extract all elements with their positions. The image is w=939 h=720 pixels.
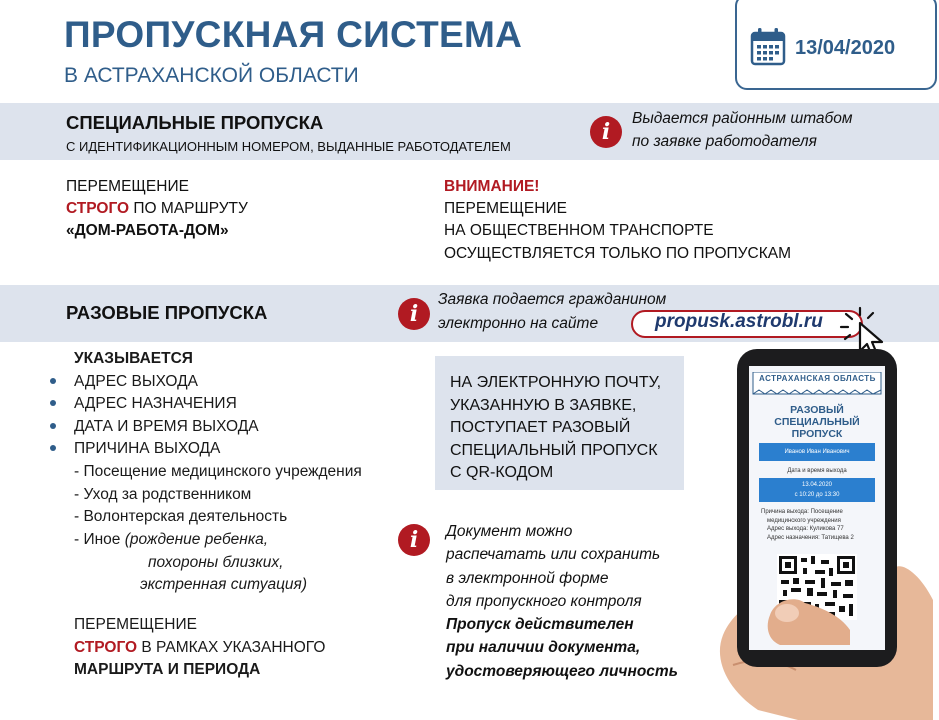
other-line1: (рождение ребенка, [124, 531, 269, 548]
doc-line: Документ можно [446, 523, 573, 540]
page-subtitle: В АСТРАХАНСКОЙ ОБЛАСТИ [64, 64, 359, 87]
reason-item: - Посещение медицинского учреждения [74, 463, 362, 480]
email-line: ПОСТУПАЕТ РАЗОВЫЙ [450, 419, 631, 436]
onetime-movement-line2 [74, 637, 325, 660]
thumb-illustration [760, 585, 850, 645]
special-note-line2: по заявке работодателя [632, 133, 817, 150]
date-label: 13/04/2020 [795, 37, 896, 59]
list-item: ДАТА И ВРЕМЯ ВЫХОДА [74, 418, 259, 435]
screen-time: с 10:20 до 13:30 [794, 492, 840, 498]
page-title: ПРОПУСКНАЯ СИСТЕМА [64, 14, 523, 55]
other-line3: экстренная ситуация) [140, 576, 307, 593]
screen-dest-address: Адрес назначения: Татищева 2 [767, 534, 854, 541]
special-passes-subtitle: С ИДЕНТИФИКАЦИОННЫМ НОМЕРОМ, ВЫДАННЫЕ РАБОТОДАТЕЛЕМ [66, 139, 511, 154]
email-line: С QR-КОДОМ [450, 464, 554, 481]
screen-title [749, 404, 885, 440]
special-movement-line2 [66, 198, 248, 221]
calendar-icon [750, 27, 786, 67]
reason-item: - Уход за родственником [74, 486, 252, 503]
email-line: УКАЗАННУЮ В ЗАЯВКЕ, [450, 396, 637, 414]
reason-item-other [74, 529, 268, 552]
info-icon: i [590, 116, 622, 148]
bullet-icon [50, 423, 56, 429]
screen-datetime [759, 478, 875, 502]
screen-reason-line: Причина выхода: Посещение [761, 509, 843, 515]
doc-bold-line: при наличии документа, [446, 639, 641, 657]
info-icon: i [398, 298, 430, 330]
onetime-note-line2: электронно на сайте [438, 315, 599, 332]
doc-bold-line: удостоверяющего личность [446, 662, 678, 680]
bullet-icon [50, 445, 56, 451]
reason-item: - Волонтерская деятельность [74, 508, 288, 525]
screen-datetime-label: Дата и время выхода [787, 468, 847, 474]
special-movement-line3: «ДОМ-РАБОТА-ДОМ» [66, 222, 229, 239]
warning-line1: ПЕРЕМЕЩЕНИЕ [444, 200, 567, 217]
screen-reason [761, 508, 854, 542]
email-line: СПЕЦИАЛЬНЫЙ ПРОПУСК [450, 441, 658, 459]
strict-label: СТРОГО [66, 200, 130, 217]
onetime-movement-line1: ПЕРЕМЕЩЕНИЕ [74, 616, 197, 633]
bullet-icon [50, 378, 56, 384]
screen-title-line: РАЗОВЫЙ [790, 404, 844, 416]
list-title: УКАЗЫВАЕТСЯ [74, 350, 193, 367]
warning-line3: ОСУЩЕСТВЛЯЕТСЯ ТОЛЬКО ПО ПРОПУСКАМ [444, 245, 792, 262]
other-prefix: - Иное [74, 531, 125, 548]
doc-line: для пропускного контроля [446, 592, 642, 610]
screen-exit-address: Адрес выхода: Куликова 77 [767, 526, 844, 532]
onetime-note-line1: Заявка подается гражданином [438, 291, 667, 308]
screen-region: АСТРАХАНСКАЯ ОБЛАСТЬ [759, 374, 876, 383]
screen-reason-line: медицинского учреждения [767, 517, 841, 524]
screen-name: Иванов Иван Иванович [759, 443, 875, 461]
period-text: В РАМКАХ УКАЗАННОГО [137, 639, 326, 656]
special-note-line1: Выдается районным штабом [632, 110, 853, 127]
route-text: ПО МАРШРУТУ [129, 200, 248, 217]
list-item: ПРИЧИНА ВЫХОДА [74, 440, 221, 457]
onetime-passes-title: РАЗОВЫЕ ПРОПУСКА [66, 302, 268, 323]
special-passes-title: СПЕЦИАЛЬНЫЕ ПРОПУСКА [66, 112, 324, 133]
other-line2: похороны близких, [148, 554, 284, 571]
list-item: АДРЕС НАЗНАЧЕНИЯ [74, 395, 237, 412]
strict-label: СТРОГО [74, 639, 138, 656]
doc-line: распечатать или сохранить [446, 546, 661, 564]
email-line: НА ЭЛЕКТРОННУЮ ПОЧТУ, [450, 374, 662, 391]
screen-title-line: СПЕЦИАЛЬНЫЙ [774, 416, 860, 428]
doc-bold-line: Пропуск действителен [446, 616, 634, 634]
warning-title: ВНИМАНИЕ! [444, 178, 540, 195]
email-info-text [450, 372, 661, 485]
bullet-icon [50, 400, 56, 406]
info-icon: i [398, 524, 430, 556]
warning-line2: НА ОБЩЕСТВЕННОМ ТРАНСПОРТЕ [444, 222, 714, 239]
doc-line: в электронной форме [446, 569, 609, 587]
special-movement-line1: ПЕРЕМЕЩЕНИЕ [66, 178, 189, 195]
site-link[interactable]: propusk.astrobl.ru [655, 311, 823, 332]
document-note [446, 520, 678, 683]
onetime-movement-line3: МАРШРУТА И ПЕРИОДА [74, 661, 261, 678]
list-item: АДРЕС ВЫХОДА [74, 373, 198, 390]
screen-date: 13.04.2020 [801, 482, 833, 488]
screen-title-line: ПРОПУСК [791, 428, 843, 440]
